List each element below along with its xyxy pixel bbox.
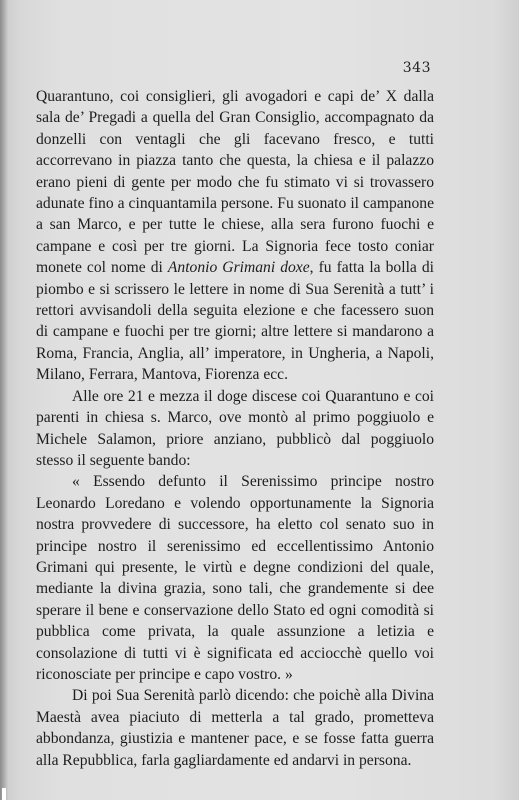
paragraph-4	[36, 685, 434, 771]
page-number: 343	[402, 60, 431, 76]
scan-corner-mark	[2, 788, 6, 800]
paragraph-1-part-3: , fu fatta la bolla di piombo e si scrissero le lettere in nome di Sua Serenità a tutt’ i rettori avvisandoli della seguita elezione e che facessero suon di campane e fuochi per tre giorni; altre lettere si mandarono a Roma, Francia, Anglia, all’ imperatore, in Ungheria, a Napoli, Milano, Ferrara, Mantova, Fiorenza ecc.	[36, 259, 434, 384]
paragraph-2-text: Alle ore 21 e mezza il doge discese coi Quarantuno e coi parenti in chiesa s. Marco, ove montò al primo poggiuolo e Michele Salamon, priore anziano, pubblicò dal poggiuolo stesso il seguente bando:	[36, 387, 434, 469]
body-text	[36, 86, 434, 771]
paragraph-1	[36, 86, 434, 386]
paragraph-1-part-1: Quarantuno, coi consiglieri, gli avogadori e capi de’ X dalla sala de’ Pregadi a quella del Gran Consiglio, accompagnato da donzelli con ventagli che gli facevano fresco, e tutti accorrevano in piazza tanto che questa, la chiesa e il palazzo erano pieni di gente per modo che fu stimato vi si trovassero adunate fino a cinquantamila persone. Fu suonato il campanone a san Marco, e per tutte le chiese, alla sera furono fuochi e campane e così per tre giorni. La Signoria fece tosto coniar monete col nome di	[36, 88, 434, 277]
paragraph-3-text: « Essendo defunto il Serenissimo principe nostro Leonardo Loredano e volendo opportunamente la Signoria nostra provvedere di successore, ha eletto col senato suo in principe nostro il serenissimo ed eccellentissimo Antonio Grimani qui presente, le virtù e degne condizioni del quale, mediante la divina grazia, sono tali, che grandemente si dee sperare il bene e conservazione dello Stato ed ogni comodità si pubblica come privata, la quale assunzione a letizia e consolazione di tutti vi è significata ed acciocchè quello voi riconosciate per principe e capo vostro. »	[36, 473, 434, 683]
paragraph-3-proclamation	[36, 471, 434, 685]
page-gutter-shadow	[0, 0, 8, 800]
paragraph-2	[36, 386, 434, 472]
paragraph-4-text: Di poi Sua Serenità parlò dicendo: che poichè alla Divina Maestà avea piaciuto di metterla a tal grado, prometteva abbondanza, giustizia e mantener pace, e se fosse fatta guerra alla Repubblica, farla gagliardamente ed andarvi in persona.	[36, 687, 434, 769]
paragraph-1-italic-name: Antonio Grimani doxe	[167, 259, 310, 277]
